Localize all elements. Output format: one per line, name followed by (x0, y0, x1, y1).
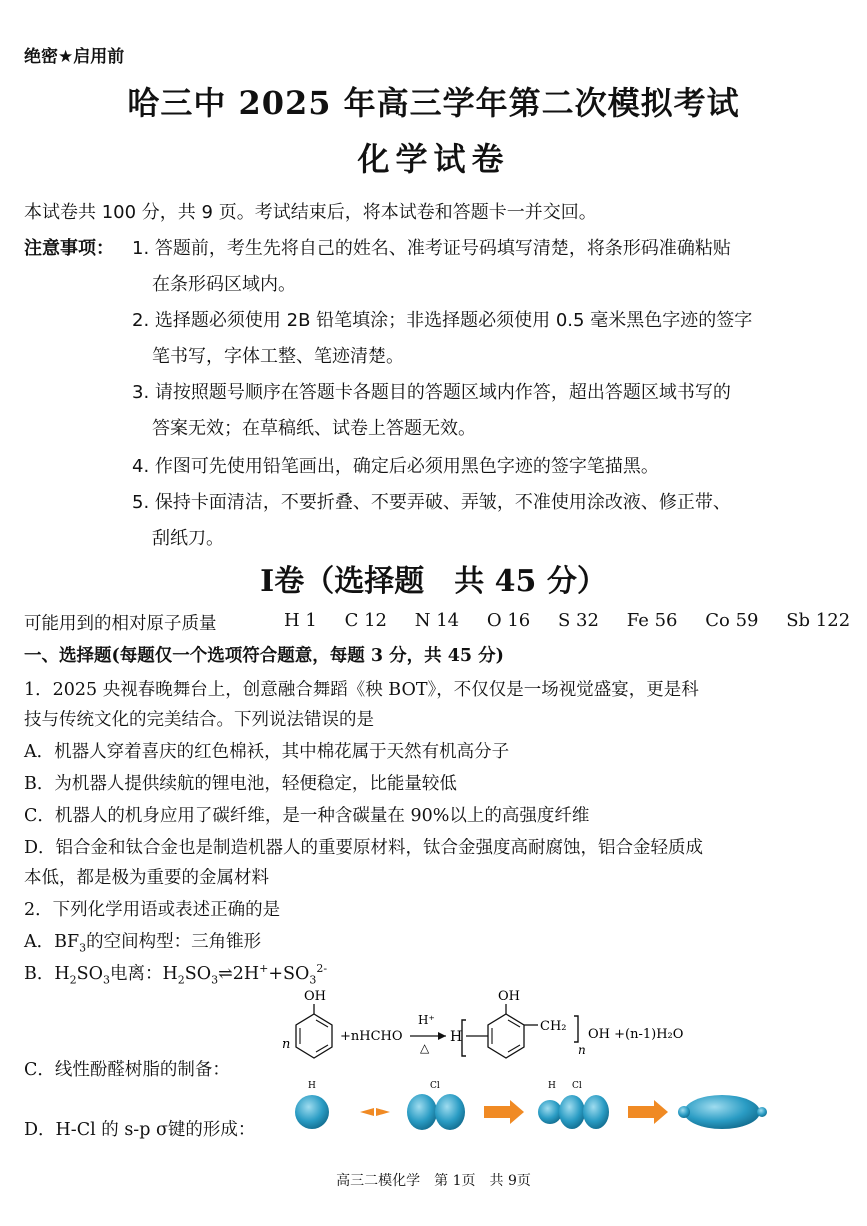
reagent-hcho: +nHCHO (340, 1029, 403, 1044)
s-orbital-approach (538, 1100, 562, 1124)
q2-option-c: C．线性酚醛树脂的制备： (24, 1060, 230, 1080)
sigma-bond-orbital (684, 1095, 760, 1129)
note-5b: 刮纸刀。 (152, 528, 224, 549)
note-3a: 3. 请按照题号顺序在答题卡各题目的答题区域内作答，超出答题区域书写的 (132, 382, 731, 403)
note-4: 4. 作图可先使用铅笔画出，确定后必须用黑色字迹的签字笔描黑。 (132, 456, 659, 477)
exam-title: 哈三中 2025 年高三学年第二次模拟考试 (127, 84, 740, 122)
product-oh-label: OH (498, 989, 520, 1004)
benzene-ring-reactant (296, 1014, 332, 1058)
product-n: n (578, 1043, 586, 1057)
process-arrow-1-icon (510, 1100, 524, 1124)
mass-c: C 12 (344, 610, 388, 631)
ch2-group: CH₂ (540, 1019, 567, 1034)
cl-orbital-label: Cl (430, 1081, 440, 1091)
h-orbital-label: H (308, 1081, 316, 1091)
s-orbital (295, 1095, 329, 1129)
mass-co: Co 59 (705, 610, 759, 631)
secret-mark: 绝密★启用前 (24, 47, 125, 67)
end-group-h: H (450, 1029, 463, 1045)
q2-stem: 2．下列化学用语或表述正确的是 (24, 900, 281, 920)
mass-o: O 16 (486, 610, 531, 631)
q1-stem-2: 技与传统文化的完美结合。下列说法错误的是 (24, 710, 374, 730)
phenol-oh-label: OH (304, 989, 326, 1004)
catalyst-label: H⁺ (418, 1013, 435, 1027)
intro-text: 本试卷共 100 分，共 9 页。考试结束后，将本试卷和答题卡一并交回。 (24, 202, 597, 223)
note-1b: 在条形码区域内。 (152, 274, 296, 295)
arrow-left-icon (360, 1108, 374, 1116)
notes-label: 注意事项： (24, 238, 114, 259)
q2-option-a: A．$BF_3$的空间构型：三角锥形 (24, 932, 262, 955)
h-label-overlap: H (548, 1081, 556, 1091)
note-5a: 5. 保持卡面清洁，不要折叠、不要弄破、弄皱，不准使用涂改液、修正带、 (132, 492, 731, 513)
note-2b: 笔书写，字体工整、笔迹清楚。 (152, 346, 404, 367)
p-orbital-lobe-left (407, 1094, 437, 1130)
mass-h: H 1 (284, 610, 317, 631)
q1-option-b: B．为机器人提供续航的锂电池，轻便稳定，比能量较低 (24, 774, 457, 794)
reactant-n: n (282, 1037, 291, 1052)
note-3b: 答案无效；在草稿纸、试卷上答题无效。 (152, 418, 476, 439)
cl-label-overlap: Cl (572, 1081, 582, 1091)
process-arrow-2-icon (654, 1100, 668, 1124)
note-1a: 1. 答题前，考生先将自己的姓名、准考证号码填写清楚，将条形码准确粘贴 (132, 238, 731, 259)
q2-option-d: D．H-Cl 的 s-p σ键的形成： (24, 1120, 256, 1140)
page-footer: 高三二模化学 第 1页 共 9页 (336, 1173, 531, 1189)
note-2a: 2. 选择题必须使用 2B 铅笔填涂；非选择题必须使用 0.5 毫米黑色字迹的签字 (132, 310, 753, 331)
exam-subtitle: 化学试卷 (357, 140, 510, 178)
heat-symbol: △ (420, 1041, 430, 1055)
mass-s: S 32 (558, 610, 599, 631)
arrow-right-icon (376, 1108, 390, 1116)
q1-option-c: C．机器人的机身应用了碳纤维，是一种含碳量在 90%以上的高强度纤维 (24, 806, 590, 826)
q1-option-d-1: D．铝合金和钛合金也是制造机器人的重要原材料，钛合金强度高耐腐蚀，铝合金轻质成 (24, 838, 704, 858)
benzene-ring-product (488, 1014, 524, 1058)
mass-fe: Fe 56 (626, 610, 678, 631)
product-tail: OH +(n-1)H₂O (588, 1027, 684, 1042)
q1-stem-1: 1．2025 央视春晚舞台上，创意融合舞蹈《秧 BOT》，不仅仅是一场视觉盛宴，更是科 (24, 680, 699, 700)
part-title: 一、选择题(每题仅一个选项符合题意，每题 3 分，共 45 分) (24, 646, 504, 666)
q2-option-b: B．$H_2SO_3$电离：$H_2SO_3\rightleftharpoons 2H^++SO_3^{2-}$ (24, 962, 328, 987)
masses-label: 可能用到的相对原子质量 (24, 614, 217, 634)
section-title: I卷（选择题 共 45 分） (260, 564, 607, 599)
q1-option-a: A．机器人穿着喜庆的红色棉袄，其中棉花属于天然有机高分子 (24, 742, 510, 762)
mass-n: N 14 (414, 610, 460, 631)
mass-sb: Sb 122 (786, 610, 851, 631)
q1-option-d-2: 本低，都是极为重要的金属材料 (24, 868, 269, 888)
equilibrium-arrow: ⇌ (218, 964, 233, 984)
p-orbital-lobe-right (435, 1094, 465, 1130)
orbital-overlap-diagram (280, 1074, 800, 1150)
masses-list (284, 610, 850, 631)
phenolic-resin-reaction (270, 982, 710, 1074)
